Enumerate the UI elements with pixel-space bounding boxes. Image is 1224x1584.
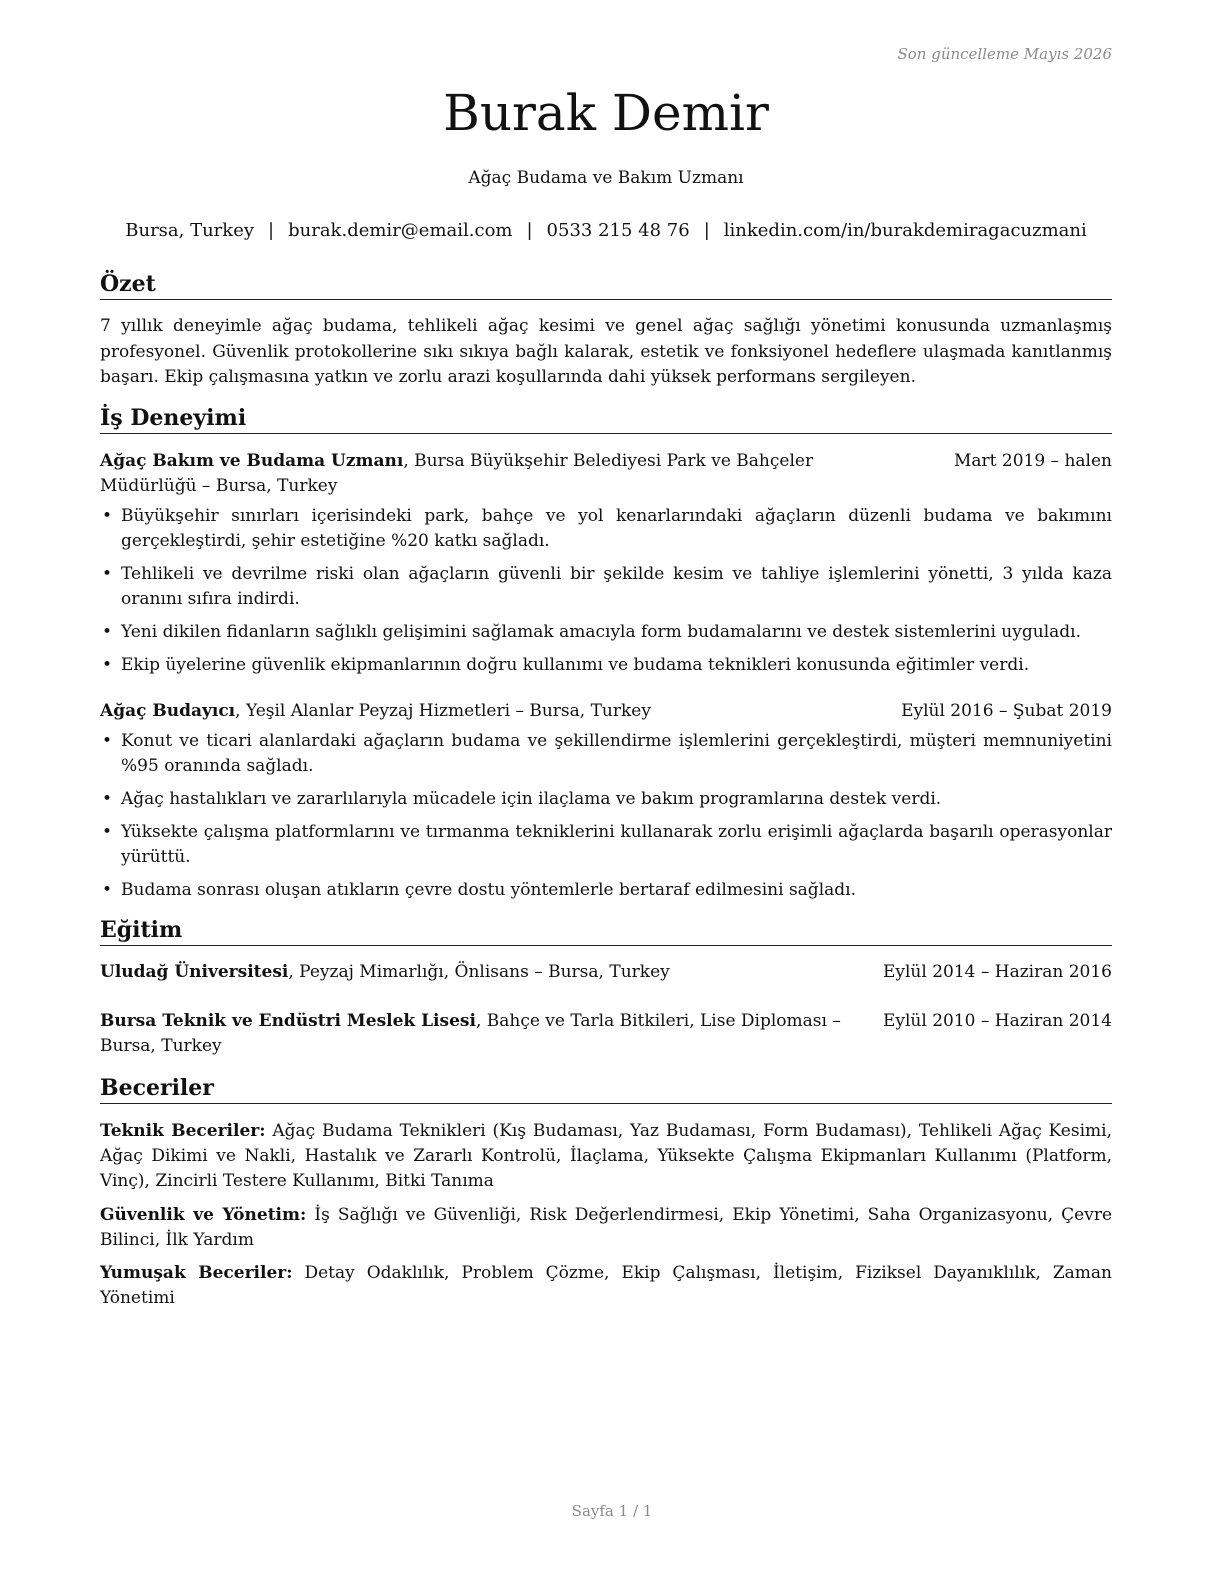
contact-email[interactable]: burak.demir@email.com — [288, 220, 513, 241]
contact-phone[interactable]: 0533 215 48 76 — [546, 220, 690, 241]
job-role: Ağaç Bakım ve Budama Uzmanı — [100, 451, 404, 471]
list-item: • Ağaç hastalıkları ve zararlılarıyla mücadele için ilaçlama ve bakım programlarına destek verdi. — [102, 789, 942, 809]
skill-group-text: Ağaç Budama Teknikleri (Kış Budaması, Yaz Budaması, Form Budaması), Tehlikeli Ağaç Kesimi, Ağaç Dikimi ve Nakli, Hastalık ve Zararlı Kontrolü, İlaçlama, Yüksekte Çalışma Ekipmanları Kullanımı (Platform, Vinç), Zincirli Testere Kullanımı, Bitki Tanıma — [100, 1121, 1112, 1191]
skill-group-text: Detay Odaklılık, Problem Çözme, Ekip Çalışması, İletişim, Fiziksel Dayanıklılık, Zaman Yönetimi — [100, 1263, 1113, 1308]
contact-linkedin[interactable]: linkedin.com/in/burakdemiragacuzmani — [723, 220, 1087, 241]
skill-group — [100, 1261, 1112, 1311]
job-role: Ağaç Budayıcı — [100, 701, 236, 721]
skill-group-label: Teknik Beceriler: — [100, 1121, 266, 1141]
contact-separator: | — [526, 220, 533, 241]
list-item: • Yeni dikilen fidanların sağlıklı gelişimini sağlamak amacıyla form budamalarını ve destek sistemlerini uyguladı. — [102, 622, 1081, 642]
section-heading-education: Eğitim — [100, 916, 1112, 946]
page-number: Sayfa 1 / 1 — [571, 1502, 653, 1520]
last-updated: Son güncelleme Mayıs 2026 — [897, 45, 1112, 63]
school-name: Uludağ Üniversitesi — [100, 962, 289, 982]
education-entry — [100, 960, 1112, 985]
contact-separator: | — [268, 220, 275, 241]
education-detail: , Bahçe ve Tarla Bitkileri, Lise Diploması – Bursa, Turkey — [100, 1011, 841, 1056]
skill-group — [100, 1203, 1112, 1253]
section-heading-summary: Özet — [100, 270, 1112, 300]
contact-line — [100, 220, 1112, 241]
section-heading-experience: İş Deneyimi — [100, 404, 1112, 434]
job-bullets — [100, 729, 1112, 911]
contact-separator: | — [703, 220, 710, 241]
job-organization: , Yeşil Alanlar Peyzaj Hizmetleri – Bursa, Turkey — [235, 701, 651, 721]
list-item: • Yüksekte çalışma platformlarını ve tırmanma tekniklerini kullanarak zorlu erişimli ağaçlarda başarılı operasyonlar yürüttü. — [102, 822, 1112, 867]
education-detail: , Peyzaj Mimarlığı, Önlisans – Bursa, Turkey — [288, 962, 670, 982]
summary-text: 7 yıllık deneyimle ağaç budama, tehlikeli ağaç kesimi ve genel ağaç sağlığı yönetimi konusunda uzmanlaşmış profesyonel. Güvenlik protokollerine sıkı sıkıya bağlı kalarak, estetik ve fonksiyonel hedeflere ulaşmada kanıtlanmış başarı. Ekip çalışmasına yatkın ve zorlu arazi koşullarında dahi yüksek performans sergileyen. — [100, 316, 1112, 387]
education-entry — [100, 1009, 1112, 1059]
job-header — [100, 699, 1112, 724]
candidate-name: Burak Demir — [443, 84, 769, 142]
job-bullets — [100, 504, 1112, 686]
list-item: • Büyükşehir sınırları içerisindeki park, bahçe ve yol kenarlarındaki ağaçların düzenli budama ve bakımını gerçekleştirdi, şehir estetiğine %20 katkı sağladı. — [102, 506, 1112, 551]
skill-group-label: Güvenlik ve Yönetim: — [100, 1205, 307, 1225]
job-date: Mart 2019 – halen — [953, 451, 1112, 471]
education-date: Eylül 2014 – Haziran 2016 — [882, 962, 1112, 982]
list-item: • Ekip üyelerine güvenlik ekipmanlarının doğru kullanımı ve budama teknikleri konusunda eğitimler verdi. — [102, 655, 1030, 675]
education-date: Eylül 2010 – Haziran 2014 — [882, 1011, 1112, 1031]
list-item: • Konut ve ticari alanlardaki ağaçların budama ve şekillendirme işlemlerini gerçekleştirdi, müşteri memnuniyetini %95 oranında sağladı. — [102, 731, 1112, 776]
candidate-title: Ağaç Budama ve Bakım Uzmanı — [468, 168, 744, 188]
contact-location: Bursa, Turkey — [125, 220, 255, 241]
section-heading-skills: Beceriler — [100, 1074, 1112, 1104]
skill-group — [100, 1119, 1112, 1194]
school-name: Bursa Teknik ve Endüstri Meslek Lisesi — [100, 1011, 476, 1031]
job-header — [100, 449, 1112, 499]
job-date: Eylül 2016 – Şubat 2019 — [901, 701, 1112, 721]
skill-group-text: İş Sağlığı ve Güvenliği, Risk Değerlendirmesi, Ekip Yönetimi, Saha Organizasyonu, Çevre Bilinci, İlk Yardım — [100, 1205, 1113, 1250]
list-item: • Tehlikeli ve devrilme riski olan ağaçların güvenli bir şekilde kesim ve tahliye işlemlerini yönetti, 3 yılda kaza oranını sıfıra indirdi. — [102, 564, 1112, 609]
list-item: • Budama sonrası oluşan atıkların çevre dostu yöntemlerle bertaraf edilmesini sağladı. — [102, 880, 856, 900]
skill-group-label: Yumuşak Beceriler: — [100, 1263, 293, 1283]
job-organization: , Bursa Büyükşehir Belediyesi Park ve Bahçeler Müdürlüğü – Bursa, Turkey — [100, 451, 814, 496]
